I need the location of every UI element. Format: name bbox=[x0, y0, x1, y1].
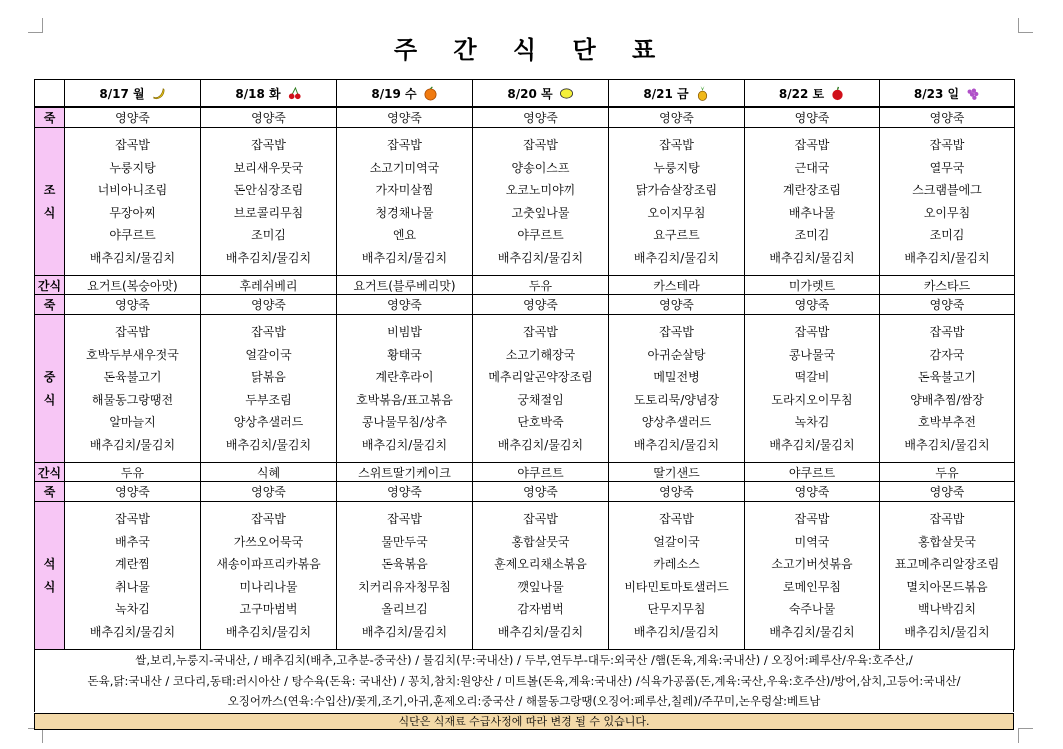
menu-cell: 요거트(복숭아맛) bbox=[65, 276, 201, 295]
meal-cell bbox=[473, 502, 609, 650]
menu-item: 카레소스 bbox=[653, 557, 700, 571]
menu-item: 엔요 bbox=[392, 228, 417, 242]
menu-cell: 스위트딸기케이크 bbox=[337, 463, 473, 482]
menu-item: 잡곡밥 bbox=[523, 138, 558, 152]
menu-item: 녹차김 bbox=[794, 415, 830, 429]
menu-item: 황태국 bbox=[387, 347, 422, 362]
origin-note-line: 오징어까스(연육:수입산)/꽃게,조기,아귀,훈제오리:중국산 / 해물동그랑땡(오징어:페루산,칠레)/주꾸미,논우렁살:베트남 bbox=[227, 694, 821, 708]
meal-label-char: 식 bbox=[43, 579, 56, 594]
menu-item: 계란장조림 bbox=[783, 183, 841, 197]
menu-item: 콩나물무침/상추 bbox=[361, 415, 448, 429]
menu-item: 배추나물 bbox=[788, 205, 836, 220]
menu-cell: 영양죽 bbox=[201, 295, 337, 315]
menu-cell: 영양죽 bbox=[201, 107, 337, 128]
menu-item: 누룽지탕 bbox=[653, 160, 700, 175]
menu-item: 닭볶음 bbox=[251, 370, 286, 384]
day-label: 8/22 토 bbox=[778, 86, 825, 101]
origin-note-line: 쌀,보리,누룽지-국내산, / 배추김치(배추,고추분-중국산) / 물김치(무:국내산) / 두부,연두부-대두:외국산 /햄(돈육,계육:국내산) / 오징어:페루산/우육:호주산,/ bbox=[135, 653, 913, 667]
meal-cell bbox=[609, 128, 745, 276]
menu-cell: 카스타드 bbox=[880, 276, 1015, 295]
menu-item: 배추김치/물김치 bbox=[361, 437, 448, 452]
cherry-icon bbox=[287, 86, 302, 101]
menu-cell: 두유 bbox=[65, 463, 201, 482]
menu-item: 감자범벅 bbox=[517, 602, 564, 616]
menu-item: 열무국 bbox=[929, 160, 965, 175]
porridge-row bbox=[35, 295, 1015, 315]
menu-cell: 영양죽 bbox=[65, 107, 201, 128]
day-label: 8/21 금 bbox=[643, 86, 689, 101]
menu-item: 잡곡밥 bbox=[387, 138, 422, 152]
menu-cell: 야쿠르트 bbox=[745, 463, 880, 482]
meal-label bbox=[35, 502, 65, 650]
meal-label-char: 중 bbox=[43, 370, 56, 384]
menu-item: 배추김치/물김치 bbox=[904, 624, 990, 639]
menu-item: 배추김치/물김치 bbox=[633, 250, 720, 265]
menu-item: 잡곡밥 bbox=[929, 512, 965, 526]
menu-item: 감자국 bbox=[929, 347, 965, 362]
grape-icon bbox=[965, 86, 980, 101]
menu-item: 배추김치/물김치 bbox=[361, 250, 448, 265]
meal-cell bbox=[609, 502, 745, 650]
menu-item: 소고기해장국 bbox=[505, 347, 576, 362]
menu-item: 잡곡밥 bbox=[251, 325, 286, 339]
page-title: 주 간 식 단 표 bbox=[393, 36, 670, 64]
menu-item: 보리새우뭇국 bbox=[233, 160, 304, 175]
menu-cell: 딸기샌드 bbox=[609, 463, 745, 482]
menu-item: 잡곡밥 bbox=[929, 138, 965, 152]
menu-item: 물만두국 bbox=[381, 534, 428, 549]
menu-item: 양배추찜/쌈장 bbox=[910, 392, 984, 407]
dinner-row bbox=[35, 502, 1015, 650]
day-label: 8/23 일 bbox=[913, 86, 960, 101]
meal-label-char: 식 bbox=[43, 205, 56, 220]
menu-item: 근대국 bbox=[794, 160, 830, 175]
menu-item: 배추김치/물김치 bbox=[633, 624, 720, 639]
breakfast-row bbox=[35, 128, 1015, 276]
menu-item: 배추김치/물김치 bbox=[769, 437, 855, 452]
menu-cell: 영양죽 bbox=[65, 482, 201, 502]
menu-item: 홍합살뭇국 bbox=[918, 534, 976, 549]
menu-item: 브로콜리무침 bbox=[233, 205, 304, 220]
origin-notes bbox=[34, 650, 1014, 712]
menu-item: 단호박죽 bbox=[517, 415, 564, 429]
menu-cell: 영양죽 bbox=[609, 295, 745, 315]
menu-item: 야쿠르트 bbox=[517, 228, 564, 242]
menu-item: 멸치아몬드볶음 bbox=[906, 579, 988, 594]
menu-cell: 영양죽 bbox=[880, 295, 1015, 315]
menu-item: 고구마범벅 bbox=[239, 602, 298, 616]
menu-item: 돈육불고기 bbox=[103, 370, 162, 384]
day-header bbox=[65, 80, 201, 108]
lunch-row bbox=[35, 315, 1015, 463]
menu-item: 호박부추전 bbox=[918, 415, 976, 429]
menu-item: 야쿠르트 bbox=[109, 228, 156, 242]
meal-cell bbox=[745, 315, 880, 463]
meal-cell bbox=[65, 128, 201, 276]
menu-item: 잡곡밥 bbox=[387, 512, 422, 526]
menu-item: 취나물 bbox=[115, 579, 150, 594]
menu-cell: 요거트(블루베리맛) bbox=[337, 276, 473, 295]
menu-item: 궁채절임 bbox=[517, 392, 564, 407]
meal-cell bbox=[473, 128, 609, 276]
crop-mark-bottom-left bbox=[28, 728, 43, 743]
menu-item: 잡곡밥 bbox=[794, 138, 830, 152]
menu-cell: 영양죽 bbox=[880, 107, 1015, 128]
menu-cell: 영양죽 bbox=[745, 295, 880, 315]
menu-item: 소고기미역국 bbox=[369, 160, 440, 175]
meal-cell bbox=[337, 502, 473, 650]
meal-label-char: 조 bbox=[43, 183, 56, 197]
menu-item: 호박두부새우젓국 bbox=[86, 347, 179, 362]
menu-cell: 영양죽 bbox=[201, 482, 337, 502]
menu-item: 잡곡밥 bbox=[794, 325, 830, 339]
menu-item: 오이무침 bbox=[923, 205, 971, 220]
menu-item: 아귀순살탕 bbox=[647, 347, 706, 362]
menu-cell: 야쿠르트 bbox=[473, 463, 609, 482]
menu-cell: 영양죽 bbox=[337, 107, 473, 128]
orange-icon bbox=[423, 86, 438, 101]
menu-item: 고춧잎나물 bbox=[511, 205, 570, 220]
day-header bbox=[880, 80, 1015, 108]
menu-item: 소고기버섯볶음 bbox=[771, 557, 853, 571]
menu-item: 배추김치/물김치 bbox=[769, 624, 855, 639]
row-label: 간식 bbox=[35, 463, 65, 482]
menu-item: 청경채나물 bbox=[375, 205, 434, 220]
menu-item: 돈안심장조림 bbox=[233, 183, 304, 197]
day-header bbox=[473, 80, 609, 108]
menu-item: 호박볶음/표고볶음 bbox=[356, 392, 453, 407]
menu-item: 두부조림 bbox=[245, 392, 292, 407]
menu-cell: 영양죽 bbox=[880, 482, 1015, 502]
menu-cell: 영양죽 bbox=[337, 295, 473, 315]
meal-cell bbox=[880, 128, 1015, 276]
menu-item: 누룽지탕 bbox=[109, 160, 156, 175]
menu-item: 올리브김 bbox=[381, 602, 428, 616]
menu-item: 양상추샐러드 bbox=[233, 415, 304, 429]
meal-cell bbox=[201, 502, 337, 650]
menu-item: 배추김치/물김치 bbox=[361, 624, 448, 639]
menu-item: 잡곡밥 bbox=[659, 512, 694, 526]
menu-item: 배추김치/물김치 bbox=[904, 437, 990, 452]
menu-item: 표고메추리알장조림 bbox=[894, 557, 1000, 571]
menu-item: 홍합살뭇국 bbox=[511, 534, 570, 549]
menu-item: 새송이파프리카볶음 bbox=[216, 557, 321, 571]
menu-item: 닭가슴살장조림 bbox=[635, 183, 718, 197]
row-label: 죽 bbox=[35, 295, 65, 315]
menu-item: 조미김 bbox=[251, 228, 286, 242]
meal-cell bbox=[473, 315, 609, 463]
menu-item: 가자미살찜 bbox=[375, 183, 434, 197]
menu-item: 배추김치/물김치 bbox=[769, 250, 855, 265]
menu-item: 배추국 bbox=[115, 534, 150, 549]
corner-cell bbox=[35, 80, 65, 108]
meal-cell bbox=[65, 315, 201, 463]
meal-cell bbox=[609, 315, 745, 463]
menu-item: 콩나물국 bbox=[788, 347, 836, 362]
menu-item: 조미김 bbox=[794, 228, 830, 242]
menu-item: 치커리유자청무침 bbox=[358, 579, 451, 594]
day-header bbox=[201, 80, 337, 108]
menu-item: 잡곡밥 bbox=[251, 138, 286, 152]
meal-cell bbox=[745, 502, 880, 650]
menu-item: 해물동그랑땡전 bbox=[91, 392, 174, 407]
row-label: 죽 bbox=[35, 482, 65, 502]
menu-item: 잡곡밥 bbox=[523, 325, 558, 339]
menu-item: 오코노미야끼 bbox=[505, 183, 576, 197]
menu-item: 백나박김치 bbox=[918, 602, 976, 616]
menu-item: 얼갈이국 bbox=[653, 534, 700, 549]
menu-item: 녹차김 bbox=[115, 602, 150, 616]
menu-item: 계란후라이 bbox=[375, 370, 434, 384]
menu-item: 배추김치/물김치 bbox=[497, 624, 584, 639]
menu-item: 배추김치/물김치 bbox=[89, 437, 176, 452]
menu-item: 얼갈이국 bbox=[245, 347, 292, 362]
menu-item: 미역국 bbox=[794, 534, 830, 549]
menu-item: 계란찜 bbox=[115, 557, 150, 571]
menu-item: 로메인무침 bbox=[783, 579, 841, 594]
apple-icon bbox=[830, 86, 845, 101]
menu-cell: 영양죽 bbox=[473, 295, 609, 315]
menu-cell: 카스테라 bbox=[609, 276, 745, 295]
menu-item: 배추김치/물김치 bbox=[89, 624, 176, 639]
meal-cell bbox=[337, 128, 473, 276]
menu-change-notice: 식단은 식재료 수급사정에 따라 변경 될 수 있습니다. bbox=[34, 713, 1014, 730]
menu-item: 잡곡밥 bbox=[251, 512, 286, 526]
menu-item: 오이지무침 bbox=[647, 205, 706, 220]
menu-item: 잡곡밥 bbox=[523, 512, 558, 526]
day-header bbox=[337, 80, 473, 108]
day-label: 8/17 월 bbox=[99, 86, 145, 101]
menu-item: 스크램블에그 bbox=[912, 183, 982, 197]
day-header bbox=[745, 80, 880, 108]
menu-cell: 영양죽 bbox=[745, 107, 880, 128]
menu-item: 돈육불고기 bbox=[918, 370, 976, 384]
menu-cell: 두유 bbox=[473, 276, 609, 295]
menu-item: 잡곡밥 bbox=[659, 325, 694, 339]
menu-item: 메밀전병 bbox=[653, 370, 700, 384]
day-label: 8/18 화 bbox=[235, 86, 281, 101]
meal-cell bbox=[745, 128, 880, 276]
meal-cell bbox=[337, 315, 473, 463]
menu-cell: 영양죽 bbox=[473, 482, 609, 502]
menu-item: 단무지무침 bbox=[647, 602, 706, 616]
menu-item: 배추김치/물김치 bbox=[225, 624, 312, 639]
porridge-row bbox=[35, 482, 1015, 502]
menu-cell: 영양죽 bbox=[337, 482, 473, 502]
snack-row bbox=[35, 276, 1015, 295]
meal-label bbox=[35, 315, 65, 463]
menu-cell: 후레쉬베리 bbox=[201, 276, 337, 295]
menu-item: 배추김치/물김치 bbox=[633, 437, 720, 452]
origin-note-line: 돈육,닭:국내산 / 코다리,동태:러시아산 / 탕수육(돈육: 국내산) / 꽁치,참치:원양산 / 미트볼(돈육,계육:국내산) /식육가공품(돈,계육:국산,우육:호주산)/방어,삼치,고등어:국내산/ bbox=[87, 673, 961, 688]
meal-cell bbox=[65, 502, 201, 650]
meal-label bbox=[35, 128, 65, 276]
menu-item: 배추김치/물김치 bbox=[497, 250, 584, 265]
menu-item: 비빔밥 bbox=[387, 325, 422, 339]
row-label: 죽 bbox=[35, 107, 65, 128]
menu-item: 배추김치/물김치 bbox=[904, 250, 990, 265]
menu-item: 잡곡밥 bbox=[929, 325, 965, 339]
menu-cell: 두유 bbox=[880, 463, 1015, 482]
weekly-menu-table bbox=[34, 79, 1015, 650]
menu-item: 잡곡밥 bbox=[115, 325, 150, 339]
menu-cell: 영양죽 bbox=[473, 107, 609, 128]
menu-cell: 미가렛트 bbox=[745, 276, 880, 295]
menu-item: 미나리나물 bbox=[239, 579, 298, 594]
meal-cell bbox=[201, 315, 337, 463]
menu-item: 배추김치/물김치 bbox=[497, 437, 584, 452]
menu-item: 돈육볶음 bbox=[381, 557, 428, 571]
meal-cell bbox=[201, 128, 337, 276]
snack-row bbox=[35, 463, 1015, 482]
menu-item: 잡곡밥 bbox=[794, 512, 830, 526]
menu-item: 도라지오이무침 bbox=[771, 392, 853, 407]
menu-item: 잡곡밥 bbox=[115, 512, 150, 526]
menu-item: 양송이스프 bbox=[511, 160, 570, 175]
menu-item: 비타민토마토샐러드 bbox=[624, 579, 729, 594]
row-label: 간식 bbox=[35, 276, 65, 295]
menu-item: 도토리묵/양념장 bbox=[633, 392, 720, 407]
menu-item: 잡곡밥 bbox=[115, 138, 150, 152]
day-header bbox=[609, 80, 745, 108]
menu-item: 알마늘지 bbox=[109, 415, 156, 429]
lemon-icon bbox=[559, 86, 574, 101]
menu-item: 떡갈비 bbox=[794, 370, 830, 384]
menu-item: 요구르트 bbox=[653, 228, 700, 242]
menu-cell: 영양죽 bbox=[745, 482, 880, 502]
day-label: 8/20 목 bbox=[507, 86, 553, 101]
day-header-row bbox=[35, 80, 1015, 108]
menu-item: 양상추샐러드 bbox=[641, 415, 712, 429]
meal-label-char: 식 bbox=[43, 392, 56, 407]
crop-mark-bottom-right bbox=[1018, 728, 1033, 743]
pineapple-icon bbox=[695, 86, 710, 101]
menu-item: 배추김치/물김치 bbox=[225, 250, 312, 265]
meal-cell bbox=[880, 502, 1015, 650]
menu-item: 숙주나물 bbox=[788, 602, 836, 616]
porridge-row bbox=[35, 107, 1015, 128]
day-label: 8/19 수 bbox=[371, 86, 417, 101]
menu-cell: 영양죽 bbox=[65, 295, 201, 315]
menu-cell: 식혜 bbox=[201, 463, 337, 482]
menu-item: 배추김치/물김치 bbox=[89, 250, 176, 265]
menu-cell: 영양죽 bbox=[609, 107, 745, 128]
menu-item: 무장아찌 bbox=[109, 205, 156, 220]
menu-item: 깻잎나물 bbox=[517, 579, 564, 594]
menu-item: 배추김치/물김치 bbox=[225, 437, 312, 452]
menu-item: 훈제오리채소볶음 bbox=[494, 557, 587, 571]
menu-item: 조미김 bbox=[929, 228, 965, 242]
banana-icon bbox=[151, 86, 166, 101]
menu-item: 가쓰오어묵국 bbox=[233, 534, 304, 549]
menu-item: 너비아니조림 bbox=[97, 183, 168, 197]
menu-item: 메추리알곤약장조림 bbox=[488, 370, 593, 384]
meal-cell bbox=[880, 315, 1015, 463]
menu-item: 잡곡밥 bbox=[659, 138, 694, 152]
meal-label-char: 석 bbox=[43, 557, 56, 571]
menu-cell: 영양죽 bbox=[609, 482, 745, 502]
